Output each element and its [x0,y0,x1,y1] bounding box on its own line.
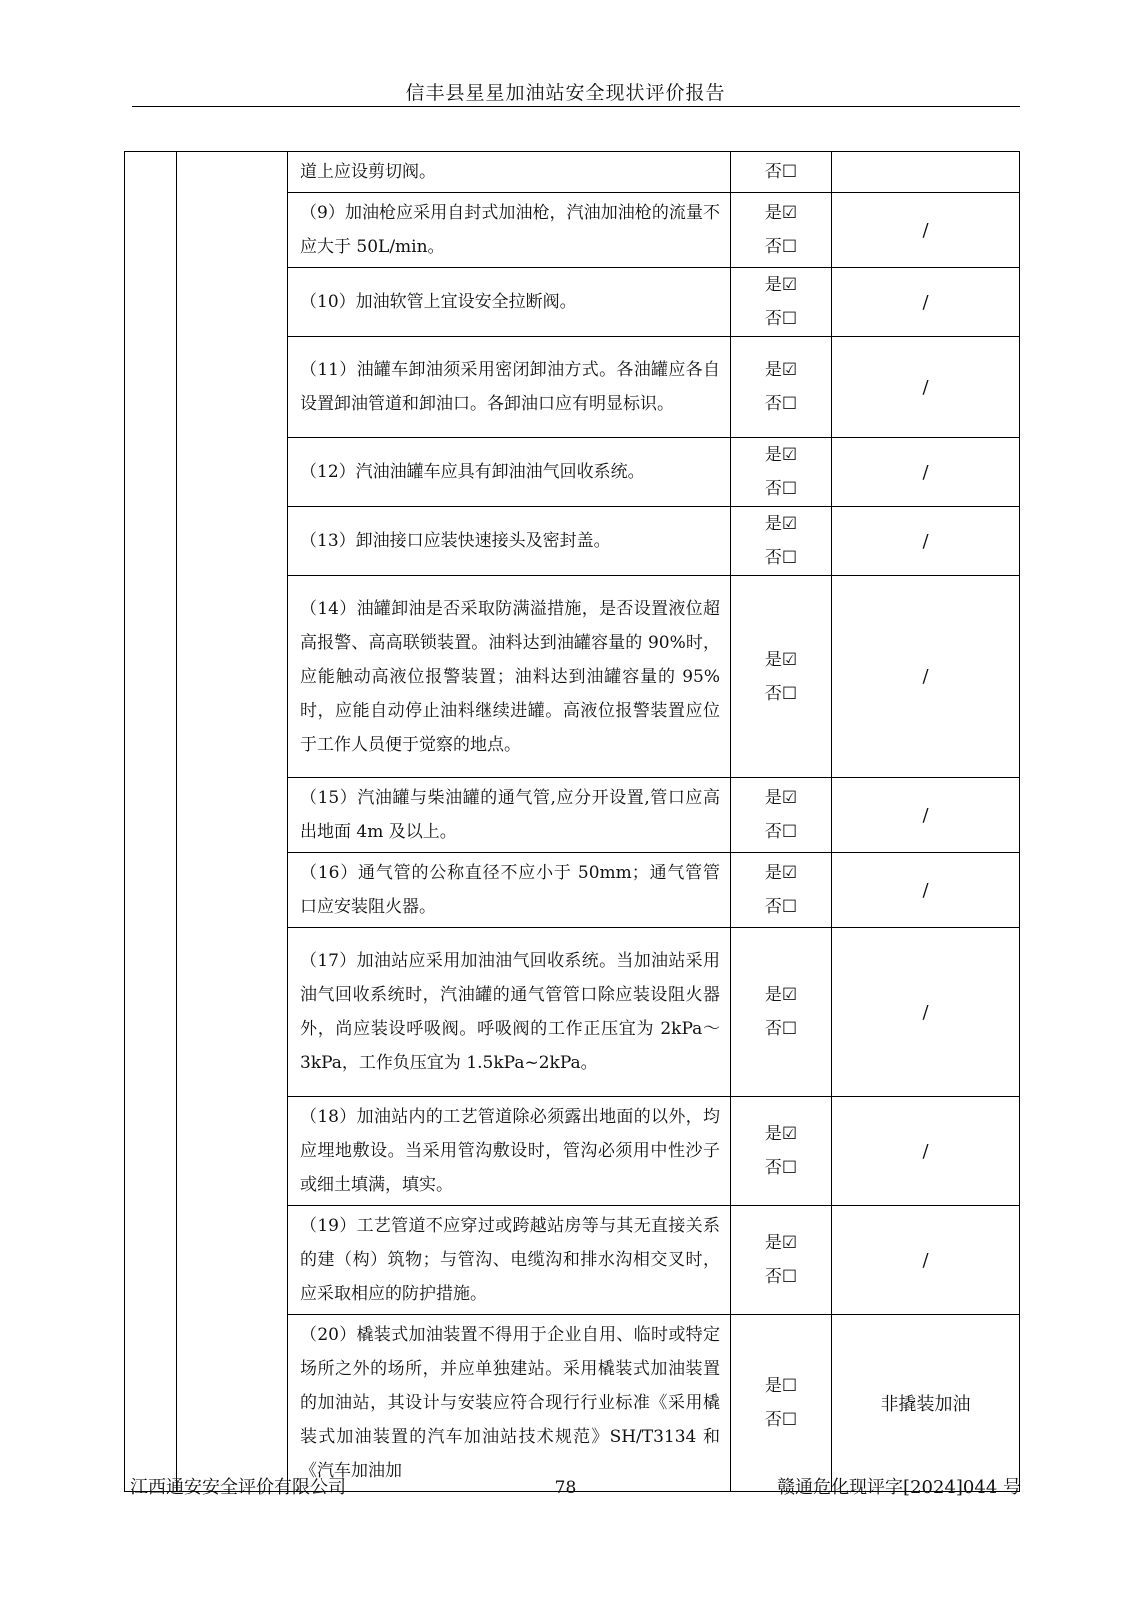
option-no[interactable]: 否☐ [764,1158,798,1178]
remark-cell: / [832,337,1020,438]
check-cell [731,853,832,928]
item-text: （13）卸油接口应装快速接头及密封盖。 [288,507,731,576]
check-cell [731,193,832,268]
option-no[interactable]: 否☐ [764,394,798,414]
option-no[interactable]: 否☐ [764,1267,798,1287]
option-yes[interactable]: 是☑ [764,788,798,808]
checklist-body [125,152,1020,1492]
header-title: 信丰县星星加油站安全现状评价报告 [405,82,726,104]
option-no[interactable]: 否☐ [764,683,798,704]
remark-cell: / [832,507,1020,576]
check-cell [731,438,832,507]
option-no[interactable]: 否☐ [764,237,798,257]
remark-cell: / [832,438,1020,507]
option-no[interactable]: 否☐ [764,1019,798,1039]
table-row [125,152,1020,193]
option-yes[interactable]: 是☑ [764,985,798,1005]
option-yes[interactable]: 是☑ [764,203,798,223]
item-text: （20）橇装式加油装置不得用于企业自用、临时或特定场所之外的场所，并应单独建站。采用橇装式加油装置的加油站，其设计与安装应符合现行行业标准《采用橇装式加油装置的汽车加油站技术规范》SH/T3134 和《汽车加油加 [288,1315,731,1492]
category-cell [125,152,177,1492]
header-divider [132,106,1020,107]
remark-cell: / [832,1206,1020,1315]
option-yes[interactable]: 是☑ [764,514,798,534]
item-text: （17）加油站应采用加油油气回收系统。当加油站采用油气回收系统时，汽油罐的通气管管口除应装设阻火器外，尚应装设呼吸阀。呼吸阀的工作正压宜为 2kPa～3kPa，工作负压宜为 1.5kPa~2kPa。 [288,928,731,1097]
item-text: （16）通气管的公称直径不应小于 50mm；通气管管口应安装阻火器。 [288,853,731,928]
option-no[interactable]: 否☐ [764,822,798,842]
footer-company: 江西通安安全评价有限公司 [130,1477,346,1498]
option-no[interactable]: 否☐ [764,897,798,917]
option-yes[interactable]: 是☑ [764,1124,798,1144]
option-yes[interactable]: 是☑ [764,1233,798,1253]
option-no[interactable]: 否☐ [764,479,798,499]
remark-cell: / [832,268,1020,337]
subcategory-cell [177,152,288,1492]
remark-cell: 非撬装加油 [832,1315,1020,1492]
option-no[interactable]: 否☐ [764,548,798,568]
check-cell [731,778,832,853]
item-text: （12）汽油油罐车应具有卸油油气回收系统。 [288,438,731,507]
check-cell [731,152,832,193]
item-text: 道上应设剪切阀。 [288,152,731,193]
option-yes[interactable]: 是☑ [764,360,798,380]
option-yes[interactable]: 是☑ [764,275,798,295]
item-text: （9）加油枪应采用自封式加油枪，汽油加油枪的流量不应大于 50L/min。 [288,193,731,268]
check-cell [731,1097,832,1206]
check-cell [731,268,832,337]
option-no[interactable]: 否☐ [764,1410,798,1430]
item-text: （15）汽油罐与柴油罐的通气管,应分开设置,管口应高出地面 4m 及以上。 [288,778,731,853]
check-cell [731,928,832,1097]
check-cell [731,1315,832,1492]
remark-cell: / [832,928,1020,1097]
remark-cell [832,152,1020,193]
option-yes[interactable]: 是☑ [764,445,798,465]
remark-cell: / [832,193,1020,268]
check-cell [731,507,832,576]
report-number: 赣通危化现评字[2024]044 号 [777,1477,1021,1498]
item-text: （10）加油软管上宜设安全拉断阀。 [288,268,731,337]
remark-cell: / [832,576,1020,778]
checklist-table [124,151,1020,1492]
option-yes[interactable]: 是☑ [764,863,798,883]
check-cell [731,1206,832,1315]
item-text: （18）加油站内的工艺管道除必须露出地面的以外，均应埋地敷设。当采用管沟敷设时，管沟必须用中性沙子或细土填满，填实。 [288,1097,731,1206]
option-yes[interactable]: 是☑ [764,649,798,670]
remark-cell: / [832,853,1020,928]
option-no[interactable]: 否☐ [764,309,798,329]
remark-cell: / [832,778,1020,853]
option-no[interactable]: 否☐ [764,162,798,182]
page-number: 78 [554,1478,577,1498]
item-text: （19）工艺管道不应穿过或跨越站房等与其无直接关系的建（构）筑物；与管沟、电缆沟和排水沟相交叉时，应采取相应的防护措施。 [288,1206,731,1315]
item-text: （11）油罐车卸油须采用密闭卸油方式。各油罐应各自设置卸油管道和卸油口。各卸油口应有明显标识。 [288,337,731,438]
option-yes[interactable]: 是☐ [764,1376,798,1396]
check-cell [731,337,832,438]
remark-cell: / [832,1097,1020,1206]
item-text: （14）油罐卸油是否采取防满溢措施，是否设置液位超高报警、高高联锁装置。油料达到油罐容量的 90%时，应能触动高液位报警装置；油料达到油罐容量的 95%时，应能自动停止油料继续进罐。高液位报警装置应位于工作人员便于觉察的地点。 [288,576,731,778]
check-cell [731,576,832,778]
